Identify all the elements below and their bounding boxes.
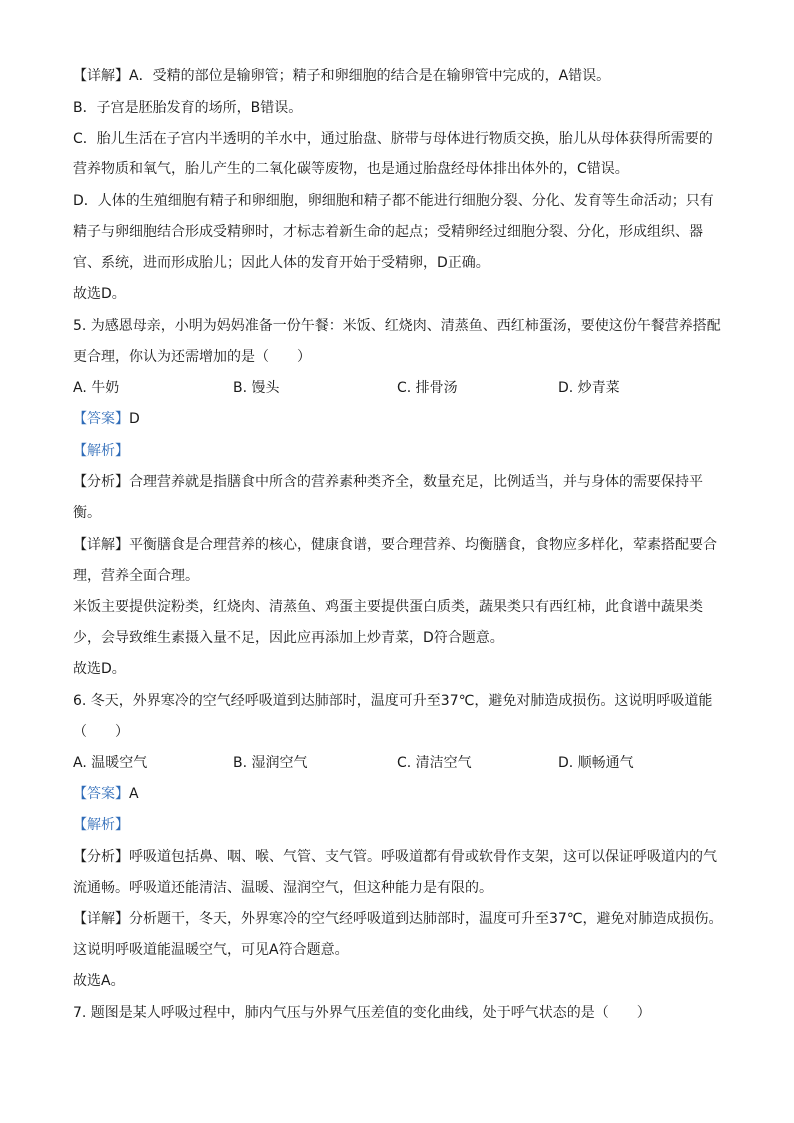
q5-options (73, 378, 723, 398)
q6-answer-line (73, 784, 723, 804)
q5-fenxi-line2: 衡。 (73, 505, 101, 521)
q5-xiangjie-line3: 米饭主要提供淀粉类，红烧肉、清蒸鱼、鸡蛋主要提供蛋白质类，蔬果类只有西红柿，此食谱中蔬果类 (73, 599, 703, 615)
q4-option-d-explanation-line2: 精子与卵细胞结合形成受精卵时，才标志着新生命的起点；受精卵经过细胞分裂、分化，形成组织、器 (73, 224, 703, 240)
q4-option-d-explanation-line1: D．人体的生殖细胞有精子和卵细胞，卵细胞和精子都不能进行细胞分裂、分化、发育等生命活动；只有 (73, 193, 714, 209)
q4-option-c-explanation-line2: 营养物质和氧气，胎儿产生的二氧化碳等废物，也是通过胎盘经母体排出体外的，C错误。 (73, 161, 629, 177)
q6-answer-tag: 【答案】 (73, 786, 129, 802)
q5-option-c: C. 排骨汤 (397, 380, 458, 396)
q4-detail-a: 【详解】A．受精的部位是输卵管；精子和卵细胞的结合是在输卵管中完成的，A错误。 (73, 68, 611, 84)
q5-option-d: D. 炒青菜 (558, 380, 620, 396)
q6-option-a: A. 温暖空气 (73, 755, 148, 771)
q5-xiangjie-line4: 少，会导致维生素摄入量不足，因此应再添加上炒青菜，D符合题意。 (73, 630, 504, 646)
q5-option-a: A. 牛奶 (73, 380, 120, 396)
q5-stem-line2: 更合理，你认为还需增加的是（ ） (73, 349, 311, 365)
q4-option-c-explanation-line1: C．胎儿生活在子宫内半透明的羊水中，通过胎盘、脐带与母体进行物质交换，胎儿从母体获得所需要的 (73, 131, 713, 147)
q5-answer-tag: 【答案】 (73, 411, 129, 427)
q5-choose: 故选D。 (73, 661, 126, 677)
q6-choose: 故选A。 (73, 973, 125, 989)
q6-option-c: C. 清洁空气 (397, 755, 472, 771)
q6-stem-line2: （ ） (73, 724, 129, 740)
q5-xiangjie-line1: 【详解】平衡膳食是合理营养的核心，健康食谱，要合理营养、均衡膳食，食物应多样化，荤素搭配要合 (73, 537, 717, 553)
q5-stem-line1: 5. 为感恩母亲，小明为妈妈准备一份午餐：米饭、红烧肉、清蒸鱼、西红柿蛋汤，要使这份午餐营养搭配 (73, 318, 721, 334)
q6-xiangjie-line2: 这说明呼吸道能温暖空气，可见A符合题意。 (73, 942, 349, 958)
q5-xiangjie-line2: 理，营养全面合理。 (73, 568, 199, 584)
q7-stem: 7. 题图是某人呼吸过程中，肺内气压与外界气压差值的变化曲线，处于呼气状态的是（ ） (73, 1005, 651, 1021)
q4-option-d-explanation-line3: 官、系统，进而形成胎儿；因此人体的发育开始于受精卵，D正确。 (73, 255, 490, 271)
q5-answer: D (129, 411, 140, 427)
q6-answer: A (129, 786, 139, 802)
q6-xiangjie-line1: 【详解】分析题干，冬天，外界寒冷的空气经呼吸道到达肺部时，温度可升至37℃，避免对肺造成损伤。 (73, 911, 723, 927)
q6-analysis-tag: 【解析】 (73, 817, 129, 833)
q6-option-d: D. 顺畅通气 (558, 755, 634, 771)
q6-stem-line1: 6. 冬天，外界寒冷的空气经呼吸道到达肺部时，温度可升至37℃，避免对肺造成损伤。这说明呼吸道能 (73, 693, 713, 709)
q5-answer-line (73, 409, 723, 429)
q6-options (73, 753, 723, 773)
q6-fenxi-line2: 流通畅。呼吸道还能清洁、温暖、湿润空气，但这种能力是有限的。 (73, 880, 493, 896)
q6-fenxi-line1: 【分析】呼吸道包括鼻、咽、喉、气管、支气管。呼吸道都有骨或软骨作支架，这可以保证呼吸道内的气 (73, 849, 717, 865)
q4-option-b-explanation: B．子宫是胚胎发育的场所，B错误。 (73, 100, 303, 116)
q5-option-b: B. 馒头 (233, 380, 280, 396)
q4-choose: 故选D。 (73, 286, 126, 302)
q5-fenxi-line1: 【分析】合理营养就是指膳食中所含的营养素种类齐全，数量充足，比例适当，并与身体的需要保持平 (73, 474, 703, 490)
q6-option-b: B. 湿润空气 (233, 755, 308, 771)
q5-analysis-tag: 【解析】 (73, 443, 129, 459)
